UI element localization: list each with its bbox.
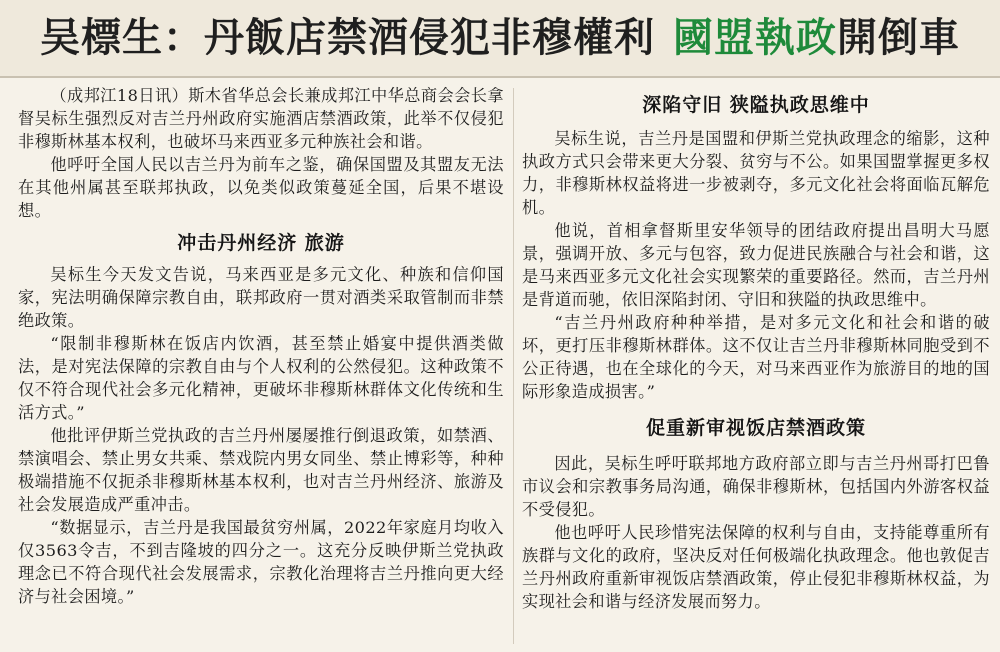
section-heading: 冲击丹州经济 旅游	[177, 232, 345, 254]
paragraph: 他说，首相拿督斯里安华领导的团结政府提出昌明大马愿景，强调开放、多元与包容，致力促进民族融合与社会和谐，这是马来西亚多元文化社会实现繁荣的重要路径。然而，吉兰丹州是背道而驰，依旧深陷封闭、守旧和狭隘的执政思维中。	[522, 221, 990, 309]
headline-main: 吴標生：丹飯店禁酒侵犯非穆權利	[40, 15, 655, 61]
paragraph: 吴标生今天发文告说，马来西亚是多元文化、种族和信仰国家，宪法明确保障宗教自由，联邦政府一贯对酒类采取管制而非禁绝政策。	[18, 265, 504, 330]
paragraph: 他呼吁全国人民以吉兰丹为前车之鉴，确保国盟及其盟友无法在其他州属甚至联邦执政，以免类似政策蔓延全国，后果不堪设想。	[18, 155, 504, 220]
headline-banner	[0, 0, 1000, 78]
left-column	[18, 78, 504, 608]
paragraph: （成邦江18日讯）斯木省华总会长兼成邦江中华总商会会长拿督吴标生强烈反对吉兰丹州政府实施酒店禁酒政策，此举不仅侵犯非穆斯林基本权利，也破坏马来西亚多元种族社会和谐。	[18, 86, 504, 151]
headline-end: 開倒車	[837, 15, 960, 61]
headline-highlight: 國盟執政	[673, 15, 837, 61]
section-heading: 促重新审视饭店禁酒政策	[645, 417, 866, 439]
paragraph: “限制非穆斯林在饭店内饮酒，甚至禁止婚宴中提供酒类做法，是对宪法保障的宗教自由与个人权利的公然侵犯。这种政策不仅不符合现代社会多元化精神，更破坏非穆斯林群体文化传统和生活方式。”	[18, 334, 504, 422]
paragraph: “吉兰丹州政府种种举措，是对多元文化和社会和谐的破坏，更打压非穆斯林群体。这不仅让吉兰丹非穆斯林同胞受到不公正待遇，也在全球化的今天，对马来西亚作为旅游目的地的国际形象造成损害。”	[522, 313, 990, 401]
right-column	[522, 78, 990, 613]
section-heading: 深陷守旧 狭隘执政思维中	[642, 94, 870, 116]
paragraph: 因此，吴标生呼吁联邦地方政府部立即与吉兰丹州哥打巴鲁市议会和宗教事务局沟通，确保非穆斯林，包括国内外游客权益不受侵犯。	[522, 454, 990, 519]
headline	[40, 15, 960, 61]
paragraph: 吴标生说，吉兰丹是国盟和伊斯兰党执政理念的缩影，这种执政方式只会带来更大分裂、贫穷与不公。如果国盟掌握更多权力，非穆斯林权益将进一步被剥夺，多元文化社会将面临瓦解危机。	[522, 129, 990, 217]
paragraph: “数据显示，吉兰丹是我国最贫穷州属，2022年家庭月均收入仅3563令吉，不到吉隆坡的四分之一。这充分反映伊斯兰党执政理念已不符合现代社会发展需求，宗教化治理将吉兰丹推向更大经济与社会困境。”	[18, 518, 504, 606]
column-divider	[513, 88, 514, 644]
paragraph: 他批评伊斯兰党执政的吉兰丹州屡屡推行倒退政策，如禁酒、禁演唱会、禁止男女共乘、禁戏院内男女同坐、禁止博彩等，种种极端措施不仅扼杀非穆斯林基本权利，也对吉兰丹州经济、旅游及社会发展造成严重冲击。	[18, 426, 504, 514]
paragraph: 他也呼吁人民珍惜宪法保障的权利与自由，支持能尊重所有族群与文化的政府，坚决反对任何极端化执政理念。他也敦促吉兰丹州政府重新审视饭店禁酒政策，停止侵犯非穆斯林权益，为实现社会和谐与经济发展而努力。	[522, 523, 990, 611]
